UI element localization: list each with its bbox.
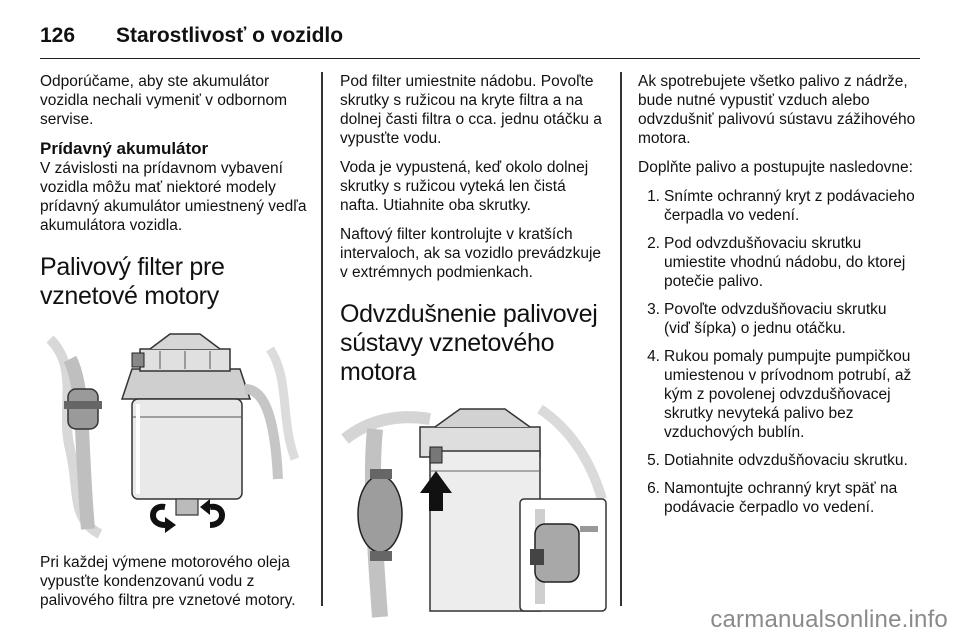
bleeding-illustration: [340, 399, 608, 619]
fuel-filter-text: Pri každej výmene motorového oleja vypusťte kondenzovanú vodu z palivového filtra pre vznetové motory.: [40, 554, 296, 609]
column-3: [638, 72, 916, 526]
list-item: 2. Pod odvzdušňovaciu skrutku umiestite vhodnú nádobu, do ktorej potečie palivo.: [647, 235, 906, 290]
aux-battery-heading: Prídavný akumulátor: [40, 139, 209, 158]
list-item: 1. Snímte ochranný kryt z podávacieho čerpadla vo vedení.: [647, 188, 915, 224]
battery-intro-text: Odporúčame, aby ste akumulátor vozidla nechali vymeniť v odbornom servise.: [40, 73, 288, 128]
aux-battery-text: V závislosti na prídavnom vybavení vozidla môžu mať niektoré modely prídavný akumulátor umiestnený vedľa akumulátora vozidla.: [40, 160, 307, 234]
column-divider-2: [620, 72, 622, 606]
drain-instructions-text: Pod filter umiestnite nádobu. Povoľte skrutky s ružicou na kryte filtra a na dolnej časti filtra o cca. jednu otáčku a vypusťte vodu.: [340, 73, 602, 147]
filter-check-text: Naftový filter kontrolujte v kratších intervaloch, ak sa vozidlo prevádzkuje v extrémnych podmienkach.: [340, 226, 602, 281]
drain-finished-text: Voda je vypustená, keď okolo dolnej skrutky s ružicou vyteká len čistá nafta. Utiahnite oba skrutky.: [340, 159, 589, 214]
bleeding-intro-text: Ak spotrebujete všetko palivo z nádrže, bude nutné vypustiť vzduch alebo odvzdušniť palivovú sústavu zážihového motora.: [638, 73, 916, 147]
list-item: 6. Namontujte ochranný kryt späť na podávacie čerpadlo vo vedení.: [647, 480, 898, 516]
column-2: [340, 72, 608, 633]
list-item: 3. Povoľte odvzdušňovaciu skrutku (viď šípka) o jednu otáčku.: [647, 301, 887, 337]
bleeding-steps-list: [638, 187, 916, 517]
bleeding-heading: Odvzdušnenie palivovej sústavy vznetového motora: [340, 300, 598, 386]
list-item: 5. Dotiahnite odvzdušňovaciu skrutku.: [647, 452, 908, 469]
fuel-filter-heading: Palivový filter pre vznetové motory: [40, 253, 225, 310]
page-header: [40, 18, 920, 59]
list-item: 4. Rukou pomaly pumpujte pumpičkou umiestenou v prívodnom potrubí, až kým z povolenej odvzdušňovacej skrutky nevyteká palivo bez vzduchových bublín.: [647, 348, 912, 441]
column-divider-1: [321, 72, 323, 606]
watermark: carmanualsonline.info: [710, 606, 948, 633]
fuel-filter-illustration: [40, 329, 308, 539]
page-number: 126: [40, 24, 76, 47]
procedure-intro-text: Doplňte palivo a postupujte nasledovne:: [638, 159, 913, 176]
column-1: [40, 72, 308, 620]
page-title: Starostlivosť o vozidlo: [116, 24, 344, 47]
